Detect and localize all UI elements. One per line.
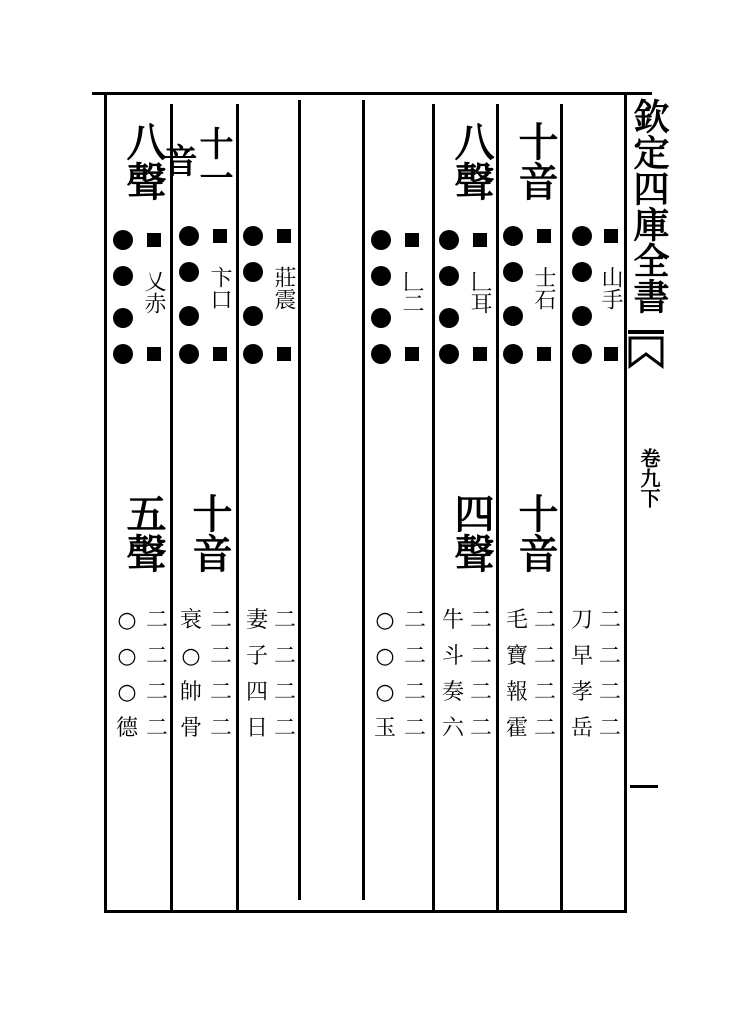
count-two: 二: [403, 716, 426, 741]
count-two: 二: [273, 644, 296, 669]
filled-circle-mark: [113, 230, 133, 250]
example-char: 寶: [505, 644, 528, 669]
bottom-border: [104, 910, 624, 913]
filled-square-mark: [405, 233, 419, 247]
filled-square-mark: [604, 347, 618, 361]
example-char: 妻: [245, 608, 268, 633]
filled-circle-mark: [243, 262, 263, 282]
rime-glyph-pair: 山手: [598, 266, 623, 310]
filled-square-mark: [473, 233, 487, 247]
example-char: ○: [117, 680, 137, 705]
example-char: 四: [245, 680, 268, 705]
example-char: 刀: [570, 608, 593, 633]
filled-circle-mark: [113, 308, 133, 328]
rime-glyph-pair: 士石: [531, 266, 556, 310]
filled-circle-mark: [572, 306, 592, 326]
filled-square-mark: [277, 229, 291, 243]
count-two: 二: [469, 608, 492, 633]
example-char: 骨: [179, 716, 202, 741]
filled-circle-mark: [179, 262, 199, 282]
volume-label: 卷九下: [637, 448, 661, 508]
count-two: 二: [598, 608, 621, 633]
column-4: [365, 104, 432, 910]
example-char: 六: [441, 716, 464, 741]
book-title: 欽定四庫全書: [628, 98, 670, 314]
filled-circle-mark: [243, 344, 263, 364]
count-two: 二: [403, 608, 426, 633]
column-7: [107, 104, 170, 910]
filled-circle-mark: [439, 230, 459, 250]
example-char: ○: [117, 608, 137, 633]
count-two: 二: [403, 680, 426, 705]
filled-circle-mark: [371, 308, 391, 328]
column-5: [239, 104, 298, 910]
filled-circle-mark: [572, 262, 592, 282]
filled-circle-mark: [371, 230, 391, 250]
count-two: 二: [209, 716, 232, 741]
example-char: 報: [505, 680, 528, 705]
count-two: 二: [145, 716, 168, 741]
example-char: ○: [117, 644, 137, 669]
margin-rule: [630, 785, 658, 788]
filled-circle-mark: [179, 344, 199, 364]
filled-circle-mark: [113, 266, 133, 286]
filled-square-mark: [537, 347, 551, 361]
filled-circle-mark: [371, 266, 391, 286]
filled-square-mark: [405, 347, 419, 361]
count-two: 二: [273, 716, 296, 741]
rime-glyph-pair: 莊震: [271, 266, 296, 310]
rime-glyph-pair: 𠃊二: [399, 270, 424, 314]
example-char: 斗: [441, 644, 464, 669]
filled-circle-mark: [503, 344, 523, 364]
filled-square-mark: [604, 229, 618, 243]
example-char: 早: [570, 644, 593, 669]
count-two: 二: [145, 608, 168, 633]
column-heading-top: 十一音: [157, 126, 233, 194]
column-heading-top: 八聲: [120, 121, 167, 201]
filled-circle-mark: [179, 306, 199, 326]
example-char: ○: [375, 680, 395, 705]
column-1: [566, 104, 624, 910]
rime-glyph-pair: 乂赤: [141, 270, 166, 314]
column-2: [499, 104, 560, 910]
filled-circle-mark: [243, 306, 263, 326]
filled-square-mark: [473, 347, 487, 361]
filled-circle-mark: [503, 262, 523, 282]
example-char: 帥: [179, 680, 202, 705]
example-char: 玉: [373, 716, 396, 741]
column-heading-mid: 五聲: [120, 493, 167, 573]
column-divider: [560, 104, 563, 910]
column-6: [157, 104, 236, 910]
example-char: 奏: [441, 680, 464, 705]
example-char: 牛: [441, 608, 464, 633]
filled-circle-mark: [439, 266, 459, 286]
count-two: 二: [273, 608, 296, 633]
fishtail-ornament: [628, 330, 664, 370]
count-two: 二: [209, 644, 232, 669]
example-char: 岳: [570, 716, 593, 741]
filled-circle-mark: [371, 344, 391, 364]
filled-circle-mark: [503, 226, 523, 246]
top-border: [92, 92, 652, 95]
column-3: [435, 104, 496, 910]
example-char: ○: [375, 608, 395, 633]
count-two: 二: [273, 680, 296, 705]
column-divider: [298, 100, 301, 900]
column-heading-top: 十音: [512, 121, 559, 201]
count-two: 二: [209, 608, 232, 633]
filled-circle-mark: [113, 344, 133, 364]
example-char: 毛: [505, 608, 528, 633]
rime-glyph-pair: 卞口: [207, 266, 232, 310]
count-two: 二: [598, 644, 621, 669]
filled-square-mark: [213, 347, 227, 361]
example-char: ○: [375, 644, 395, 669]
filled-square-mark: [213, 229, 227, 243]
count-two: 二: [469, 716, 492, 741]
filled-circle-mark: [439, 344, 459, 364]
count-two: 二: [209, 680, 232, 705]
count-two: 二: [598, 716, 621, 741]
example-char: 子: [245, 644, 268, 669]
count-two: 二: [469, 644, 492, 669]
right-border: [624, 95, 627, 913]
example-char: 衰: [179, 608, 202, 633]
rime-glyph-pair: 𠃊耳: [467, 270, 492, 314]
filled-circle-mark: [572, 226, 592, 246]
example-char: 孝: [570, 680, 593, 705]
count-two: 二: [145, 680, 168, 705]
column-heading-mid: 四聲: [448, 493, 495, 573]
filled-square-mark: [277, 347, 291, 361]
filled-square-mark: [537, 229, 551, 243]
column-heading-mid: 十音: [186, 493, 233, 573]
count-two: 二: [533, 608, 556, 633]
column-heading-top: 八聲: [448, 121, 495, 201]
example-char: 德: [115, 716, 138, 741]
filled-circle-mark: [503, 306, 523, 326]
example-char: 日: [245, 716, 268, 741]
count-two: 二: [145, 644, 168, 669]
count-two: 二: [469, 680, 492, 705]
count-two: 二: [598, 680, 621, 705]
count-two: 二: [533, 680, 556, 705]
filled-circle-mark: [243, 226, 263, 246]
count-two: 二: [533, 716, 556, 741]
example-char: 霍: [505, 716, 528, 741]
filled-circle-mark: [439, 308, 459, 328]
column-heading-mid: 十音: [512, 493, 559, 573]
example-char: ○: [181, 644, 201, 669]
filled-circle-mark: [179, 226, 199, 246]
count-two: 二: [403, 644, 426, 669]
filled-square-mark: [147, 233, 161, 247]
count-two: 二: [533, 644, 556, 669]
filled-circle-mark: [572, 344, 592, 364]
filled-square-mark: [147, 347, 161, 361]
